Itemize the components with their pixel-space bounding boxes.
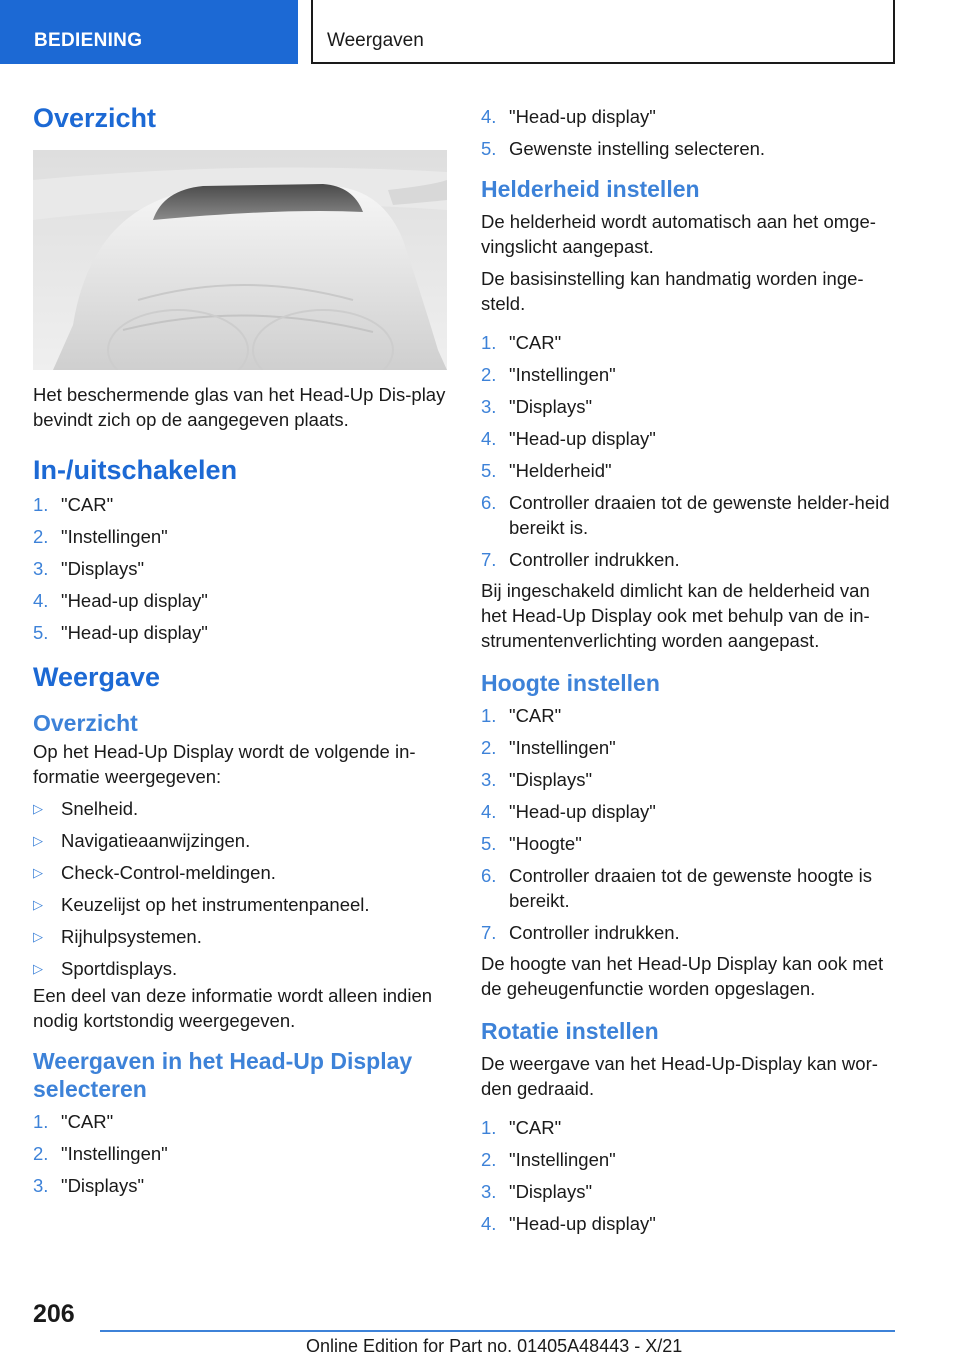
dashboard-illustration: [33, 150, 447, 370]
list-item: 3. "Displays": [481, 396, 593, 417]
list-item: ▷ Check-Control-meldingen.: [33, 862, 276, 883]
triangle-bullet-icon: ▷: [33, 929, 43, 944]
brightness-text-1: De helderheid wordt automatisch aan het omge-vingslicht aangepast.: [481, 211, 876, 257]
select-views-steps: [33, 1109, 447, 1198]
list-item: 3. "Displays": [481, 1181, 593, 1202]
triangle-bullet-icon: ▷: [33, 801, 43, 816]
triangle-bullet-icon: ▷: [33, 865, 43, 880]
list-item: ▷ Rijhulpsystemen.: [33, 926, 202, 947]
brightness-heading: Helderheid instellen: [481, 176, 700, 202]
list-item: 2. "Instellingen": [33, 1143, 168, 1164]
rotation-heading: Rotatie instellen: [481, 1018, 659, 1044]
list-item: ▷ Keuzelijst op het instrumentenpaneel.: [33, 894, 370, 915]
list-item: ▷ Snelheid.: [33, 798, 139, 819]
list-item: ▷ Navigatieaanwijzingen.: [33, 830, 251, 851]
rotation-steps: [481, 1115, 896, 1236]
page-number: 206: [33, 1300, 75, 1328]
chapter-tab: [311, 0, 895, 64]
list-item: 1. "CAR": [33, 1111, 114, 1132]
triangle-bullet-icon: ▷: [33, 897, 43, 912]
list-item: 7. Controller indrukken.: [481, 922, 680, 943]
overview-heading: Overzicht: [33, 103, 157, 133]
section-tab: [0, 0, 298, 64]
select-views-heading: Weergaven in het Head-Up Display selecteren: [33, 1048, 413, 1102]
list-item: 5. Gewenste instelling selecteren.: [481, 138, 766, 159]
triangle-bullet-icon: ▷: [33, 961, 43, 976]
list-item: 3. "Displays": [33, 558, 145, 579]
image-caption: Het beschermende glas van het Head-Up Dis-play bevindt zich op de aangegeven plaats.: [33, 384, 446, 430]
list-item: 2. "Instellingen": [481, 737, 616, 758]
display-heading: Weergave: [33, 662, 161, 692]
height-note: De hoogte van het Head-Up Display kan ook met de geheugenfunctie worden opgeslagen.: [481, 953, 884, 999]
on-off-heading: In-/uitschakelen: [33, 455, 238, 485]
list-item: 6. Controller draaien tot de gewenste hoogte is bereikt.: [481, 865, 873, 911]
list-item: 7. Controller indrukken.: [481, 549, 680, 570]
list-item: 3. "Displays": [481, 769, 593, 790]
list-item: 5. "Helderheid": [481, 460, 612, 481]
list-item: 3. "Displays": [33, 1175, 145, 1196]
list-item: 5. "Hoogte": [481, 833, 582, 854]
list-item: 4. "Head-up display": [481, 106, 656, 127]
on-off-steps: [33, 492, 447, 645]
list-item: 4. "Head-up display": [481, 801, 656, 822]
brightness-steps: [481, 330, 896, 572]
list-item: 5. "Head-up display": [33, 622, 208, 643]
display-overview-subheading: Overzicht: [33, 710, 138, 736]
list-item: 6. Controller draaien tot de gewenste helder-heid bereikt is.: [481, 492, 890, 538]
list-item: 1. "CAR": [481, 1117, 562, 1138]
edition-text: Online Edition for Part no. 01405A48443 - X/21: [306, 1336, 683, 1356]
chapter-label: Weergaven: [327, 30, 424, 51]
footer-divider: [100, 1330, 895, 1332]
section-label: BEDIENING: [34, 30, 143, 51]
list-item: 4. "Head-up display": [481, 1213, 656, 1234]
list-item: 4. "Head-up display": [33, 590, 208, 611]
head-up-display-glass-image: [33, 150, 447, 370]
list-item: 2. "Instellingen": [481, 364, 616, 385]
display-info-list: [33, 796, 447, 981]
triangle-bullet-icon: ▷: [33, 833, 43, 848]
brightness-note: Bij ingeschakeld dimlicht kan de helderheid van het Head-Up Display ook met behulp van de in-strumentenverlichting worden aangepast.: [481, 580, 870, 651]
height-heading: Hoogte instellen: [481, 670, 660, 696]
list-item: 2. "Instellingen": [481, 1149, 616, 1170]
list-item: 4. "Head-up display": [481, 428, 656, 449]
list-item: 1. "CAR": [33, 494, 114, 515]
right-column: [481, 104, 896, 1243]
rotation-text: De weergave van het Head-Up-Display kan wor-den gedraaid.: [481, 1053, 878, 1099]
list-item: 2. "Instellingen": [33, 526, 168, 547]
brightness-text-2: De basisinstelling kan handmatig worden inge-steld.: [481, 268, 864, 314]
display-intro: Op het Head-Up Display wordt de volgende in-formatie weergegeven:: [33, 741, 416, 787]
list-item: 1. "CAR": [481, 705, 562, 726]
list-item: 1. "CAR": [481, 332, 562, 353]
select-views-steps-continued: [481, 104, 896, 161]
height-steps: [481, 703, 896, 945]
list-item: ▷ Sportdisplays.: [33, 958, 178, 979]
display-note: Een deel van deze informatie wordt alleen indien nodig kortstondig weergegeven.: [33, 985, 433, 1031]
left-column: [33, 100, 447, 1205]
